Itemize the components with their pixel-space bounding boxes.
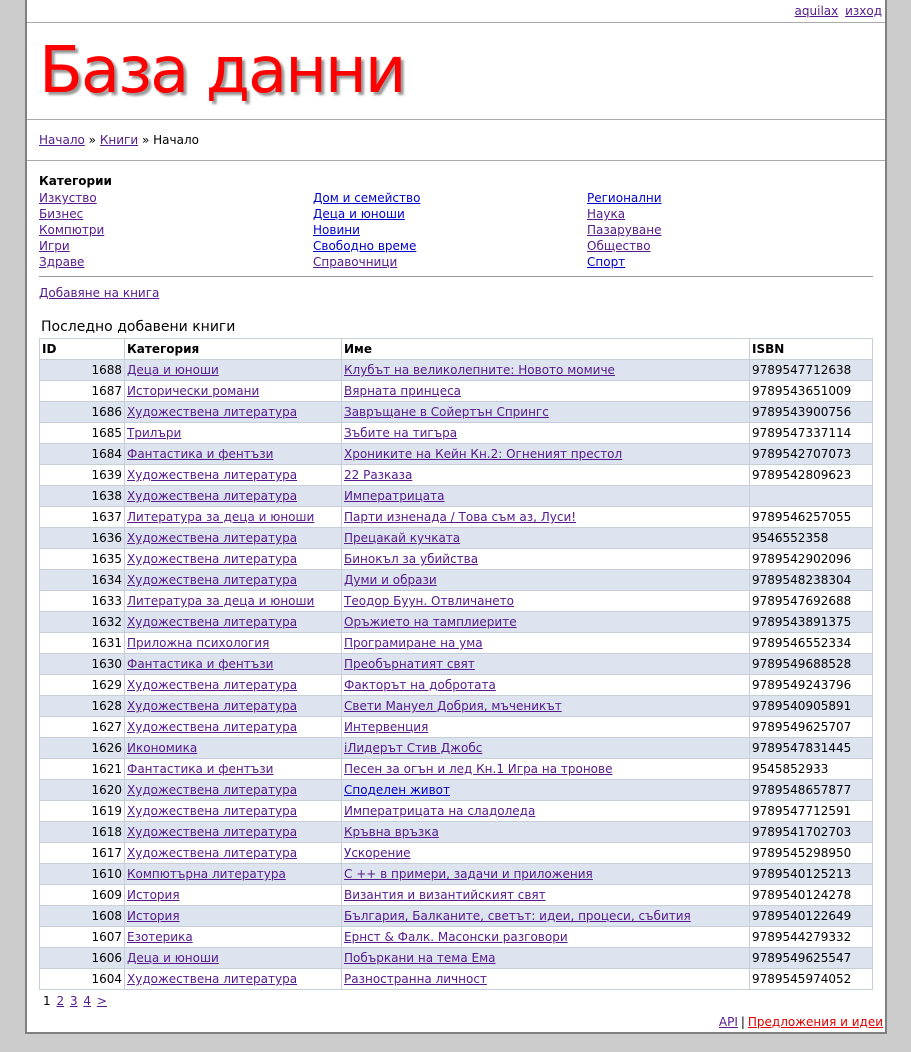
table-row (40, 738, 873, 759)
book-title-link[interactable]: Програмиране на ума (344, 636, 483, 650)
table-row (40, 528, 873, 549)
book-name-cell (342, 465, 750, 486)
book-isbn-cell: 9789540125213 (750, 864, 873, 885)
category-link[interactable]: Здраве (39, 255, 85, 269)
user-link[interactable]: aquilax (794, 4, 839, 18)
table-row (40, 654, 873, 675)
book-title-link[interactable]: Песен за огън и лед Кн.1 Игра на тронове (344, 762, 613, 776)
categories-column-3 (587, 190, 861, 270)
breadcrumb-books-link[interactable]: Книги (99, 133, 139, 147)
table-row (40, 675, 873, 696)
add-book-link[interactable]: Добавяне на книга (39, 286, 160, 300)
book-name-cell (342, 801, 750, 822)
book-name-cell (342, 654, 750, 675)
book-isbn-cell: 9789547712591 (750, 801, 873, 822)
categories-column-1 (39, 190, 313, 270)
book-category-link[interactable]: Художествена литература (127, 531, 298, 545)
column-header-name: Име (342, 339, 750, 360)
book-isbn-cell: 9546552358 (750, 528, 873, 549)
book-isbn-cell: 9789549625547 (750, 948, 873, 969)
book-category-cell (125, 675, 342, 696)
table-row (40, 822, 873, 843)
book-id-cell: 1630 (40, 654, 125, 675)
book-isbn-cell: 9789541702703 (750, 822, 873, 843)
book-isbn-cell: 9545852933 (750, 759, 873, 780)
book-title-link[interactable]: Споделен живот (344, 783, 450, 797)
book-title-link[interactable]: Вярната принцеса (344, 384, 462, 398)
book-name-cell (342, 759, 750, 780)
category-link[interactable]: Игри (39, 239, 70, 253)
book-isbn-cell: 9789549625707 (750, 717, 873, 738)
book-id-cell: 1636 (40, 528, 125, 549)
book-isbn-cell: 9789540905891 (750, 696, 873, 717)
book-title-link[interactable]: Думи и образи (344, 573, 437, 587)
book-title-link[interactable]: Побъркани на тема Ема (344, 951, 496, 965)
book-title-link[interactable]: Оръжието на тамплиерите (344, 615, 517, 629)
category-link[interactable]: Справочници (313, 255, 398, 269)
book-title-link[interactable]: Кръвна връзка (344, 825, 439, 839)
book-category-cell (125, 759, 342, 780)
table-row (40, 948, 873, 969)
book-title-link[interactable]: България, Балканите, светът: идеи, процеси, събития (344, 909, 691, 923)
page (25, 0, 887, 1034)
book-category-link[interactable]: Художествена литература (127, 720, 298, 734)
pagination-page-link[interactable]: 2 (56, 994, 65, 1008)
book-category-link[interactable]: Исторически романи (127, 384, 260, 398)
book-isbn-cell: 9789546257055 (750, 507, 873, 528)
book-isbn-cell: 9789544279332 (750, 927, 873, 948)
book-category-link[interactable]: Художествена литература (127, 468, 298, 482)
table-row (40, 423, 873, 444)
pagination-next-link[interactable]: > (96, 994, 107, 1008)
book-category-cell (125, 801, 342, 822)
table-row (40, 927, 873, 948)
book-category-cell (125, 360, 342, 381)
categories-title: Категории (39, 174, 112, 188)
book-id-cell: 1621 (40, 759, 125, 780)
book-name-cell (342, 549, 750, 570)
book-category-link[interactable]: Трилъри (127, 426, 182, 440)
book-title-link[interactable]: Императрицата (344, 489, 445, 503)
book-category-link[interactable]: История (127, 909, 180, 923)
table-row (40, 864, 873, 885)
book-title-link[interactable]: C ++ в примери, задачи и приложения (344, 867, 593, 881)
book-category-cell (125, 717, 342, 738)
book-name-cell (342, 780, 750, 801)
book-name-cell (342, 675, 750, 696)
categories-grid (39, 190, 874, 270)
footer-separator: | (740, 1015, 745, 1029)
column-header-isbn: ISBN (750, 339, 873, 360)
book-category-cell (125, 696, 342, 717)
book-category-cell (125, 549, 342, 570)
footer (719, 1014, 883, 1030)
book-title-link[interactable]: Теодор Буун. Отвличането (344, 594, 515, 608)
book-title-link[interactable]: Хрониките на Кейн Кн.2: Огненият престол (344, 447, 623, 461)
book-id-cell: 1620 (40, 780, 125, 801)
api-link[interactable]: API (718, 1015, 738, 1029)
book-id-cell: 1606 (40, 948, 125, 969)
book-name-cell (342, 969, 750, 990)
book-category-link[interactable]: Деца и юноши (127, 363, 219, 377)
category-link[interactable]: Пазаруване (587, 223, 662, 237)
book-id-cell: 1609 (40, 885, 125, 906)
book-id-cell: 1628 (40, 696, 125, 717)
book-category-cell (125, 528, 342, 549)
book-id-cell: 1631 (40, 633, 125, 654)
table-row (40, 570, 873, 591)
book-id-cell: 1604 (40, 969, 125, 990)
book-isbn-cell: 9789549243796 (750, 675, 873, 696)
book-category-cell (125, 927, 342, 948)
category-link[interactable]: Свободно време (313, 239, 417, 253)
category-link[interactable]: Дом и семейство (313, 191, 421, 205)
book-name-cell (342, 486, 750, 507)
table-row (40, 759, 873, 780)
pagination-current-page: 1 (43, 994, 51, 1008)
suggestions-link[interactable]: Предложения и идеи (747, 1015, 883, 1029)
pagination-page-link[interactable]: 4 (83, 994, 92, 1008)
book-name-cell (342, 738, 750, 759)
book-name-cell (342, 591, 750, 612)
table-row (40, 591, 873, 612)
table-row (40, 360, 873, 381)
book-category-cell (125, 864, 342, 885)
book-isbn-cell: 9789543651009 (750, 381, 873, 402)
book-id-cell: 1608 (40, 906, 125, 927)
book-id-cell: 1633 (40, 591, 125, 612)
book-category-cell (125, 633, 342, 654)
recent-books-title: Последно добавени книги (41, 319, 236, 335)
book-name-cell (342, 822, 750, 843)
book-category-cell (125, 570, 342, 591)
book-category-cell (125, 885, 342, 906)
table-row (40, 696, 873, 717)
category-link[interactable]: Наука (587, 207, 626, 221)
book-name-cell (342, 360, 750, 381)
book-isbn-cell: 9789548238304 (750, 570, 873, 591)
book-name-cell (342, 864, 750, 885)
book-category-link[interactable]: Фантастика и фентъзи (127, 447, 274, 461)
book-title-link[interactable]: Зъбите на тигъра (344, 426, 458, 440)
breadcrumb-separator: » (88, 133, 97, 147)
book-id-cell: 1619 (40, 801, 125, 822)
book-id-cell: 1627 (40, 717, 125, 738)
book-category-link[interactable]: Фантастика и фентъзи (127, 657, 274, 671)
book-id-cell: 1637 (40, 507, 125, 528)
book-category-link[interactable]: Художествена литература (127, 783, 298, 797)
table-row (40, 969, 873, 990)
book-isbn-cell: 9789548657877 (750, 780, 873, 801)
header (27, 23, 885, 120)
book-category-cell (125, 612, 342, 633)
book-name-cell (342, 717, 750, 738)
book-isbn-cell: 9789540124278 (750, 885, 873, 906)
book-category-link[interactable]: Компютърна литература (127, 867, 286, 881)
book-isbn-cell: 9789543900756 (750, 402, 873, 423)
book-category-cell (125, 843, 342, 864)
book-category-link[interactable]: Художествена литература (127, 615, 298, 629)
breadcrumb (27, 120, 885, 161)
table-row (40, 633, 873, 654)
column-header-id: ID (40, 339, 125, 360)
book-name-cell (342, 696, 750, 717)
table-row (40, 507, 873, 528)
book-id-cell: 1687 (40, 381, 125, 402)
table-row (40, 465, 873, 486)
category-link[interactable]: Спорт (587, 255, 626, 269)
book-isbn-cell: 9789540122649 (750, 906, 873, 927)
book-id-cell: 1607 (40, 927, 125, 948)
category-link[interactable]: Новини (313, 223, 360, 237)
table-row (40, 612, 873, 633)
book-id-cell: 1684 (40, 444, 125, 465)
book-isbn-cell: 9789545974052 (750, 969, 873, 990)
book-id-cell: 1686 (40, 402, 125, 423)
book-category-cell (125, 654, 342, 675)
book-title-link[interactable]: Бинокъл за убийства (344, 552, 479, 566)
main-content (27, 161, 885, 1009)
table-row (40, 906, 873, 927)
table-row (40, 444, 873, 465)
book-id-cell: 1632 (40, 612, 125, 633)
book-category-cell (125, 402, 342, 423)
book-id-cell: 1610 (40, 864, 125, 885)
book-category-cell (125, 591, 342, 612)
book-category-link[interactable]: Художествена литература (127, 972, 298, 986)
book-category-cell (125, 423, 342, 444)
category-link[interactable]: Общество (587, 239, 651, 253)
book-isbn-cell: 9789542707073 (750, 444, 873, 465)
table-row (40, 843, 873, 864)
book-category-link[interactable]: Художествена литература (127, 552, 298, 566)
book-title-link[interactable]: Интервенция (344, 720, 429, 734)
book-title-link[interactable]: Свети Мануел Добрия, мъченикът (344, 699, 562, 713)
book-category-cell (125, 486, 342, 507)
table-row (40, 402, 873, 423)
book-id-cell: 1618 (40, 822, 125, 843)
table-row (40, 780, 873, 801)
categories-column-2 (313, 190, 587, 270)
table-row (40, 801, 873, 822)
book-title-link[interactable]: Завръщане в Сойертън Спрингс (344, 405, 549, 419)
book-isbn-cell: 9789547337114 (750, 423, 873, 444)
book-id-cell: 1638 (40, 486, 125, 507)
book-isbn-cell: 9789542809623 (750, 465, 873, 486)
book-category-cell (125, 906, 342, 927)
category-link[interactable]: Изкуство (39, 191, 97, 205)
book-category-cell (125, 948, 342, 969)
book-name-cell (342, 381, 750, 402)
pagination-page-link[interactable]: 3 (69, 994, 78, 1008)
book-category-cell (125, 822, 342, 843)
book-category-link[interactable]: Художествена литература (127, 846, 298, 860)
logout-link[interactable]: изход (845, 4, 882, 18)
book-category-cell (125, 780, 342, 801)
book-category-link[interactable]: Фантастика и фентъзи (127, 762, 274, 776)
book-title-link[interactable]: Византия и византийският свят (344, 888, 546, 902)
book-title-link[interactable]: iЛидерът Стив Джобс (344, 741, 483, 755)
book-isbn-cell (750, 486, 873, 507)
book-id-cell: 1629 (40, 675, 125, 696)
book-title-link[interactable]: Факторът на добротата (344, 678, 496, 692)
divider (39, 276, 873, 277)
book-name-cell (342, 444, 750, 465)
book-name-cell (342, 528, 750, 549)
book-title-link[interactable]: Императрицата на сладоледа (344, 804, 536, 818)
book-category-cell (125, 507, 342, 528)
book-category-link[interactable]: Приложна психология (127, 636, 270, 650)
book-category-cell (125, 444, 342, 465)
book-name-cell (342, 906, 750, 927)
book-isbn-cell: 9789547831445 (750, 738, 873, 759)
book-category-link[interactable]: Художествена литература (127, 489, 298, 503)
book-name-cell (342, 843, 750, 864)
book-name-cell (342, 612, 750, 633)
book-title-link[interactable]: Клубът на великолепните: Новото момиче (344, 363, 615, 377)
book-title-link[interactable]: Разностранна личност (344, 972, 487, 986)
book-title-link[interactable]: Преобърнатият свят (344, 657, 475, 671)
book-title-link[interactable]: 22 Разказа (344, 468, 413, 482)
book-name-cell (342, 633, 750, 654)
book-category-cell (125, 738, 342, 759)
top-bar (27, 0, 885, 23)
table-row (40, 381, 873, 402)
book-title-link[interactable]: Прецакай кучката (344, 531, 461, 545)
book-category-cell (125, 465, 342, 486)
book-name-cell (342, 507, 750, 528)
book-isbn-cell: 9789545298950 (750, 843, 873, 864)
book-category-link[interactable]: Художествена литература (127, 804, 298, 818)
book-category-link[interactable]: Художествена литература (127, 825, 298, 839)
column-header-category: Категория (125, 339, 342, 360)
book-category-link[interactable]: Художествена литература (127, 678, 298, 692)
book-category-link[interactable]: Икономика (127, 741, 198, 755)
book-id-cell: 1634 (40, 570, 125, 591)
book-id-cell: 1626 (40, 738, 125, 759)
book-id-cell: 1685 (40, 423, 125, 444)
breadcrumb-home-link[interactable]: Начало (39, 133, 85, 147)
breadcrumb-current: Начало (153, 133, 199, 147)
book-name-cell (342, 423, 750, 444)
book-name-cell (342, 948, 750, 969)
category-link[interactable]: Бизнес (39, 207, 84, 221)
book-title-link[interactable]: Парти изненада / Това съм аз, Луси! (344, 510, 577, 524)
book-category-link[interactable]: Езотерика (127, 930, 193, 944)
books-table-body (40, 360, 873, 990)
book-id-cell: 1688 (40, 360, 125, 381)
book-title-link[interactable]: Ернст & Фалк. Масонски разговори (344, 930, 568, 944)
book-category-cell (125, 969, 342, 990)
table-row (40, 549, 873, 570)
book-category-link[interactable]: Деца и юноши (127, 951, 219, 965)
category-link[interactable]: Деца и юноши (313, 207, 405, 221)
add-book-row (39, 285, 874, 301)
book-isbn-cell: 9789543891375 (750, 612, 873, 633)
book-id-cell: 1617 (40, 843, 125, 864)
books-table (39, 338, 873, 990)
breadcrumb-separator: » (141, 133, 150, 147)
book-category-link[interactable]: Литература за деца и юноши (127, 510, 315, 524)
book-category-link[interactable]: Художествена литература (127, 573, 298, 587)
book-isbn-cell: 9789547692688 (750, 591, 873, 612)
book-category-link[interactable]: Художествена литература (127, 405, 298, 419)
table-header-row (40, 339, 873, 360)
book-id-cell: 1635 (40, 549, 125, 570)
book-isbn-cell: 9789547712638 (750, 360, 873, 381)
book-name-cell (342, 402, 750, 423)
category-link[interactable]: Компютри (39, 223, 105, 237)
book-category-link[interactable]: Литература за деца и юноши (127, 594, 315, 608)
pagination (43, 993, 874, 1009)
table-row (40, 486, 873, 507)
table-row (40, 885, 873, 906)
book-isbn-cell: 9789546552334 (750, 633, 873, 654)
book-id-cell: 1639 (40, 465, 125, 486)
book-name-cell (342, 885, 750, 906)
book-name-cell (342, 570, 750, 591)
book-category-link[interactable]: Художествена литература (127, 699, 298, 713)
table-row (40, 717, 873, 738)
book-title-link[interactable]: Ускорение (344, 846, 411, 860)
book-category-link[interactable]: История (127, 888, 180, 902)
category-link[interactable]: Регионални (587, 191, 662, 205)
book-name-cell (342, 927, 750, 948)
site-logo: База данни (39, 34, 405, 108)
book-isbn-cell: 9789542902096 (750, 549, 873, 570)
book-category-cell (125, 381, 342, 402)
book-isbn-cell: 9789549688528 (750, 654, 873, 675)
